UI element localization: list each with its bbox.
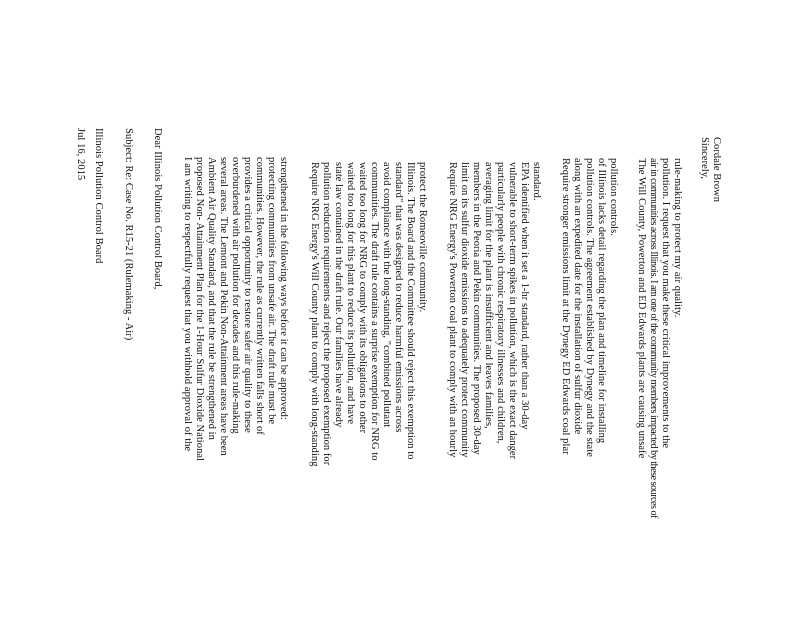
paragraph-1-line: Ambient Air Quality Standard, and that the rule be strengthened in [206,157,217,440]
paragraph-2-line: standard" that was designed to reduce harmful emissions across [393,162,404,433]
paragraph-4-line: pollution controls. The agreement established by Dynegy and the state [584,158,595,457]
paragraph-5-line: pollution. I request that you make these critical improvements to the [660,158,671,449]
paragraph-4-line: Require stronger emissions limit at the Dynegy ED Edwards coal plar [560,158,571,455]
paragraph-1-line: provides a critical opportunity to restore safer air quality to these [242,157,253,433]
paragraph-5-line: air in communities across Illinois. I am one of the community members impacted by these sources of [648,158,659,518]
paragraph-1-line: communities. However, the rule as currently written falls short of [254,157,265,435]
paragraph-4-line: pollution controls. [608,158,619,236]
letter-signature: Cordale Brown [711,137,722,203]
paragraph-2-line: communities. The draft rule contains a surprise exemption for NRG to [369,162,380,461]
paragraph-1-line: I am writing to respectfully request that you withhold approval of the [182,157,193,452]
letter-salutation: Dear Illinois Pollution Control Board, [152,128,163,290]
paragraph-3-line: standard. [531,162,542,201]
paragraph-3-line: Require NRG Energy's Powerton coal plant to comply with an hourly [447,162,458,458]
paragraph-2-line: Require NRG Energy's Will County plant to comply with long-standing [309,162,320,467]
paragraph-1-line: overburdened with air pollution for decades and this rule-making [230,157,241,434]
paragraph-2-line: pollution reduction requirements and reject the proposed exemption for [321,162,332,466]
paragraph-2-line: waited too long for NRG to comply with its obligations to other [357,162,368,434]
paragraph-2-line: protect the Romeoville community. [417,162,428,313]
paragraph-3-line: limit on its sulfur dioxide emissions to adequately protect community [459,162,470,458]
paragraph-3-line: averaging limit for the plant is insufficient and leaves families, [483,162,494,429]
paragraph-5-line: rule-making to protect my air quality. [672,158,683,318]
paragraph-4-line: of Illinois lacks detail regarding the plan and timeline for installing [596,158,607,444]
paragraph-5-line: The Will County, Powerton and ED Edwards plants are causing unsafe [636,158,647,459]
letter-recipient: Illinois Pollution Control Board [93,128,104,264]
paragraph-4-line: along with an expedited date for the installation of sulfur dioxide [572,158,583,435]
paragraph-2-line: Illinois. The Board and the Committee should reject this exemption to [405,162,416,460]
paragraph-2-line: avoid compliance with the long-standing, "combined pollutant [381,162,392,428]
paragraph-3-line: members in the Peoria and Pekin communities. The proposed 30-day [471,162,482,455]
paragraph-3-line: EPA identified when it set a 1-hr standard, rather than a 30-day [519,162,530,430]
paragraph-1-line: protecting communities from unsafe air. The draft rule must be [266,157,277,425]
paragraph-2-line: waited too long for this plant to reduce its pollution, and have [345,162,356,425]
letter-date: Jul 16, 2015 [75,128,86,181]
paragraph-1-line: strengthened in the following ways before it can be approved: [278,157,289,420]
letter-closing: Sincerely, [699,137,710,180]
paragraph-2-line: state law contained in the draft rule. Our families have already [333,162,344,428]
paragraph-3-line: particularly people with chronic respiratory illnesses and children, [495,162,506,444]
paragraph-3-line: vulnerable to short-term spikes in pollution, which is the exact danger [507,162,518,460]
paragraph-1-line: proposed Non- Attainment Plan for the 1-Hour Sulfur Dioxide National [194,157,205,462]
paragraph-1-line: several areas. The Lemont and Pekin Non-Attainment areas have been [218,157,229,456]
letter-subject: Subject: Re: Case No. R15-21 (Rulemaking - Air) [123,128,134,341]
